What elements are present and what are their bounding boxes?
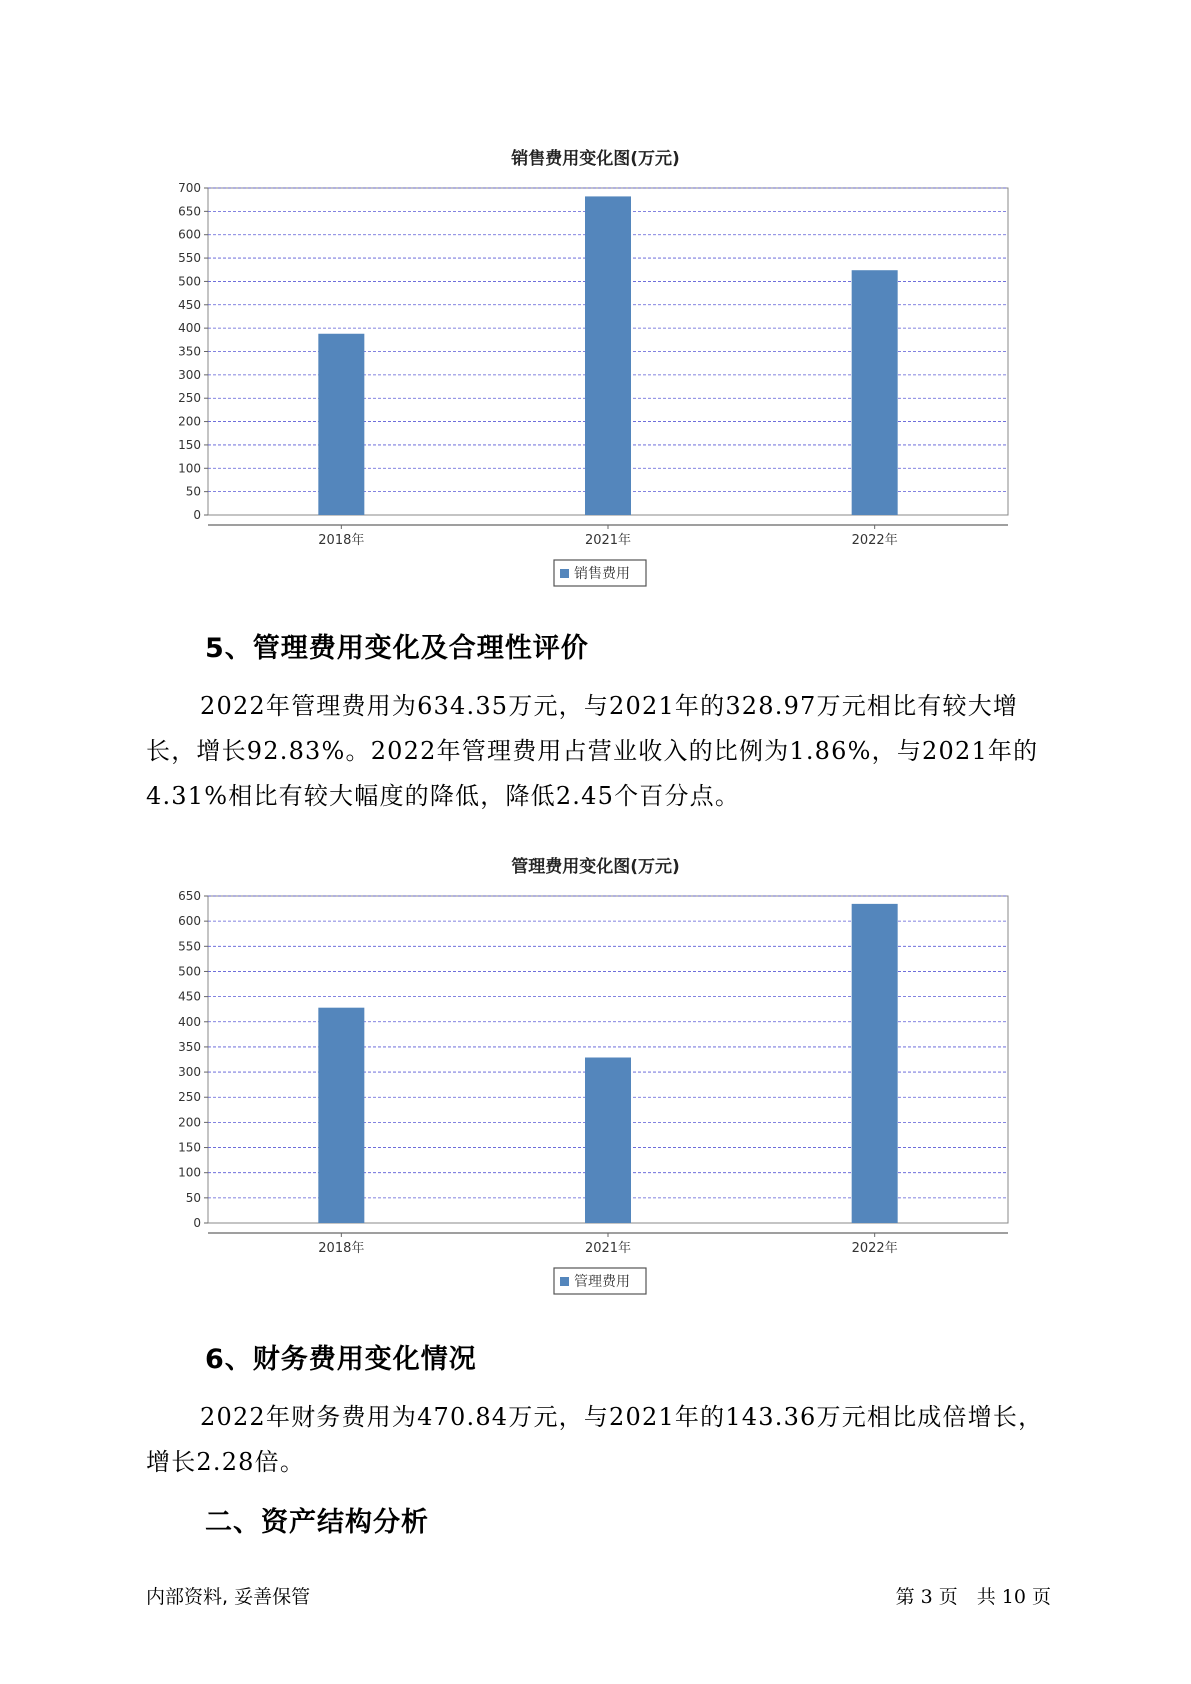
y-tick-label: 350 [178, 344, 201, 359]
y-tick-label: 250 [178, 1090, 201, 1105]
x-tick-label: 2022年 [851, 1241, 898, 1256]
y-tick-label: 50 [185, 484, 201, 499]
section6-heading: 6、财务费用变化情况 [205, 1344, 477, 1375]
y-tick-label: 400 [178, 1014, 201, 1029]
y-tick-label: 700 [178, 181, 201, 195]
y-tick-label: 150 [178, 437, 201, 452]
x-tick-label: 2022年 [851, 533, 898, 548]
x-tick-label: 2021年 [584, 533, 632, 548]
section5-heading: 5、管理费用变化及合理性评价 [205, 633, 589, 664]
admin-expense-chart [160, 878, 1040, 1318]
y-tick-label: 50 [185, 1190, 201, 1205]
footer-confidential-note: 内部资料, 妥善保管 [146, 1586, 311, 1608]
legend-swatch [560, 1277, 569, 1286]
y-tick-label: 550 [178, 939, 201, 954]
section5-paragraph: 2022年管理费用为634.35万元，与2021年的328.97万元相比有较大增长，增长92.83%。2022年管理费用占营业收入的比例为1.86%，与2021年的4.31%相比有较大幅度的降低，降低2.45个百分点。 [146, 692, 1039, 810]
sales-expense-chart [160, 170, 1040, 610]
y-tick-label: 400 [178, 321, 201, 336]
chart-title-admin: 管理费用变化图(万元) [511, 857, 680, 877]
legend-swatch [560, 569, 569, 578]
y-tick-label: 600 [178, 227, 201, 242]
y-tick-label: 450 [178, 297, 201, 312]
y-tick-label: 150 [178, 1140, 201, 1155]
y-tick-label: 200 [178, 414, 201, 429]
y-tick-label: 250 [178, 391, 201, 406]
y-tick-label: 650 [178, 204, 201, 219]
section-two-heading: 二、资产结构分析 [205, 1507, 429, 1538]
y-tick-label: 100 [178, 1165, 201, 1180]
y-tick-label: 500 [178, 274, 201, 289]
y-tick-label: 550 [178, 251, 201, 266]
bar-2018年 [318, 1008, 364, 1223]
x-tick-label: 2021年 [584, 1241, 632, 1256]
y-tick-label: 300 [178, 1065, 201, 1080]
bar-2021年 [585, 1058, 631, 1223]
legend-label: 销售费用 [574, 566, 630, 582]
x-tick-label: 2018年 [318, 533, 365, 548]
y-tick-label: 0 [193, 1216, 201, 1230]
footer-page-number: 第 3 页 共 10 页 [895, 1586, 1051, 1608]
y-tick-label: 100 [178, 461, 201, 476]
y-tick-label: 200 [178, 1115, 201, 1130]
y-tick-label: 0 [193, 508, 201, 522]
y-tick-label: 650 [178, 889, 201, 903]
section6-paragraph: 2022年财务费用为470.84万元，与2021年的143.36万元相比成倍增长，增长2.28倍。 [146, 1403, 1044, 1476]
chart-title-sales: 销售费用变化图(万元) [511, 149, 680, 169]
y-tick-label: 450 [178, 989, 201, 1004]
bar-2022年 [852, 904, 898, 1223]
legend-label: 管理费用 [574, 1274, 630, 1290]
bar-2021年 [585, 196, 631, 515]
y-tick-label: 500 [178, 964, 201, 979]
x-tick-label: 2018年 [318, 1241, 365, 1256]
bar-2022年 [852, 270, 898, 515]
y-tick-label: 350 [178, 1039, 201, 1054]
y-tick-label: 600 [178, 914, 201, 929]
bar-2018年 [318, 334, 364, 515]
y-tick-label: 300 [178, 367, 201, 382]
